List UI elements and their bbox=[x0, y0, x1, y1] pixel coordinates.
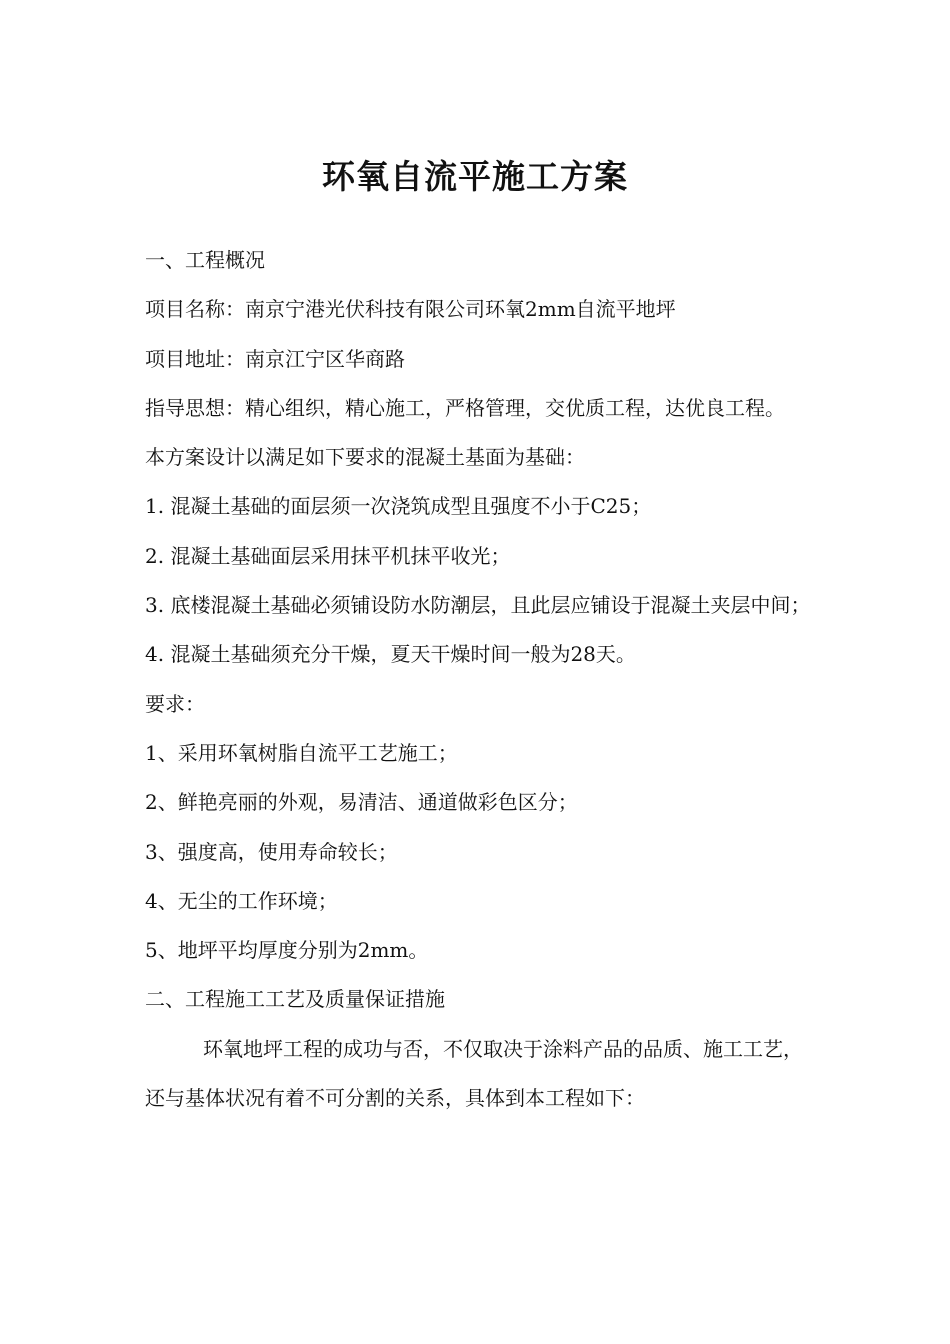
requirement-item: 5、地坪平均厚度分别为2mm。 bbox=[145, 938, 429, 963]
section2-heading: 二、工程施工工艺及质量保证措施 bbox=[145, 987, 445, 1012]
requirement-item: 1、采用环氧树脂自流平工艺施工； bbox=[145, 740, 458, 765]
design-basis-line: 本方案设计以满足如下要求的混凝土基面为基础： bbox=[145, 445, 585, 470]
requirement-item: 2、鲜艳亮丽的外观，易清洁、通道做彩色区分； bbox=[145, 790, 578, 815]
section2-paragraph: 环氧地坪工程的成功与否，不仅取决于涂料产品的品质、施工工艺，还与基体状况有着不可分割的关系，具体到本工程如下： bbox=[145, 1036, 803, 1111]
guiding-idea-line: 指导思想：精心组织，精心施工，严格管理，交优质工程，达优良工程。 bbox=[145, 395, 785, 420]
section1-heading: 一、工程概况 bbox=[145, 248, 265, 272]
requirement-item: 3、强度高，使用寿命较长； bbox=[145, 839, 398, 864]
base-requirement-item: 1. 混凝土基础的面层须一次浇筑成型且强度不小于C25； bbox=[145, 494, 652, 519]
base-requirement-item: 2. 混凝土基础面层采用抹平机抹平收光； bbox=[145, 543, 511, 568]
document-title: 环氧自流平施工方案 bbox=[322, 157, 628, 196]
base-requirement-item: 4. 混凝土基础须充分干燥，夏天干燥时间一般为28天。 bbox=[145, 642, 636, 667]
project-address-line: 项目地址：南京江宁区华商路 bbox=[145, 346, 405, 371]
requirements-heading: 要求： bbox=[145, 691, 205, 716]
requirement-item: 4、无尘的工作环境； bbox=[145, 888, 338, 913]
document-body bbox=[145, 236, 815, 1123]
base-requirement-item: 3. 底楼混凝土基础必须铺设防水防潮层，且此层应铺设于混凝土夹层中间； bbox=[145, 593, 811, 618]
project-name-line: 项目名称：南京宁港光伏科技有限公司环氧2mm自流平地坪 bbox=[145, 297, 676, 322]
